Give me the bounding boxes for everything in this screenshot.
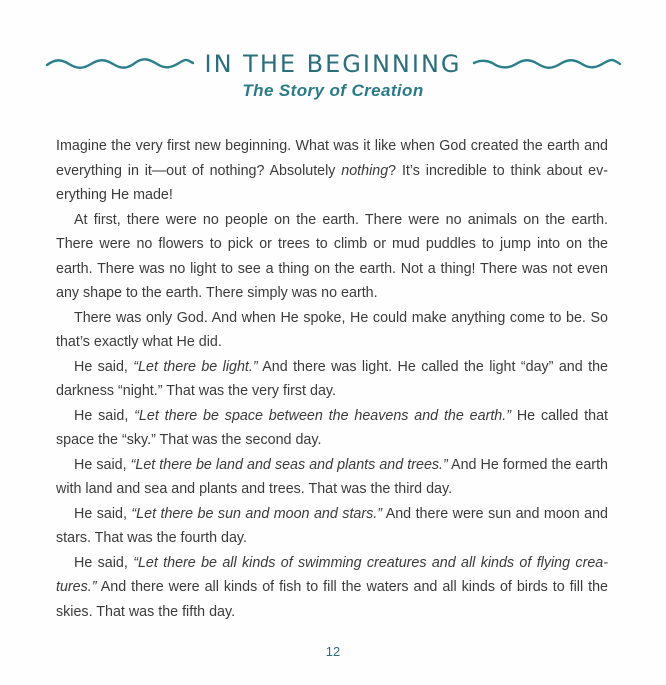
italic-text: nothing [341, 162, 389, 179]
left-wave-ornament-icon [45, 56, 195, 72]
paragraph-text: He said, [74, 554, 134, 571]
italic-text: “Let there be space between the heavens and the earth.” [134, 407, 511, 424]
chapter-title: IN THE BEGINNING [204, 50, 462, 78]
paragraph-text: He said, [74, 358, 134, 375]
paragraph-text: At first, there were no people on the earth. There were no animals on the earth. There were no flowers to pick or trees to climb or mud puddles to jump into on the earth. There was no light to see a thing on the earth. Not a thing! There was not even any shape to the earth. There simply was no earth. [56, 211, 608, 301]
paragraph-text: And there were all kinds of fish to fill the waters and all kinds of birds to fill the skies. That was the fifth day. [56, 579, 608, 620]
paragraph-text: And He formed the earth with land and sea and plants and trees. That was the third day. [56, 456, 608, 497]
story-paragraph [56, 355, 608, 404]
paragraph-text: And there were sun and moon and stars. That was the fourth day. [56, 505, 608, 546]
paragraph-text: And there was light. He called the light “day” and the darkness “night.” That was the very first day. [56, 358, 608, 399]
story-paragraph [56, 551, 608, 625]
chapter-header [0, 50, 666, 101]
story-paragraph [56, 453, 608, 502]
story-paragraph [56, 208, 608, 306]
story-paragraph [56, 134, 608, 208]
italic-text: “Let there be land and seas and plants and trees.” [130, 456, 448, 473]
story-paragraph [56, 502, 608, 551]
paragraph-text: There was only God. And when He spoke, He could make anything come to be. So that’s exactly what He did. [56, 309, 608, 350]
story-paragraph [56, 404, 608, 453]
right-wave-ornament-icon [472, 56, 622, 72]
paragraph-text: He said, [74, 407, 135, 424]
italic-text: “Let there be all kinds of swimming creatures and all kinds of flying creatures.” [56, 554, 609, 595]
paragraph-text: He said, [74, 456, 131, 473]
italic-text: “Let there be sun and moon and stars.” [131, 505, 383, 522]
italic-text: “Let there be light.” [133, 358, 258, 375]
story-paragraph [56, 306, 608, 355]
paragraph-text: He called that space the “sky.” That was the second day. [56, 407, 608, 448]
title-row [0, 50, 666, 78]
page-number: 12 [325, 644, 341, 659]
paragraph-text: ? It’s incredible to think about everything He made! [56, 162, 608, 203]
paragraph-text: He said, [74, 505, 132, 522]
paragraph-text: Imagine the very first new beginning. What was it like when God created the earth and everything in it—out of nothing? Absolutely [56, 138, 608, 179]
story-body [56, 134, 608, 624]
chapter-subtitle: The Story of Creation [242, 81, 424, 100]
